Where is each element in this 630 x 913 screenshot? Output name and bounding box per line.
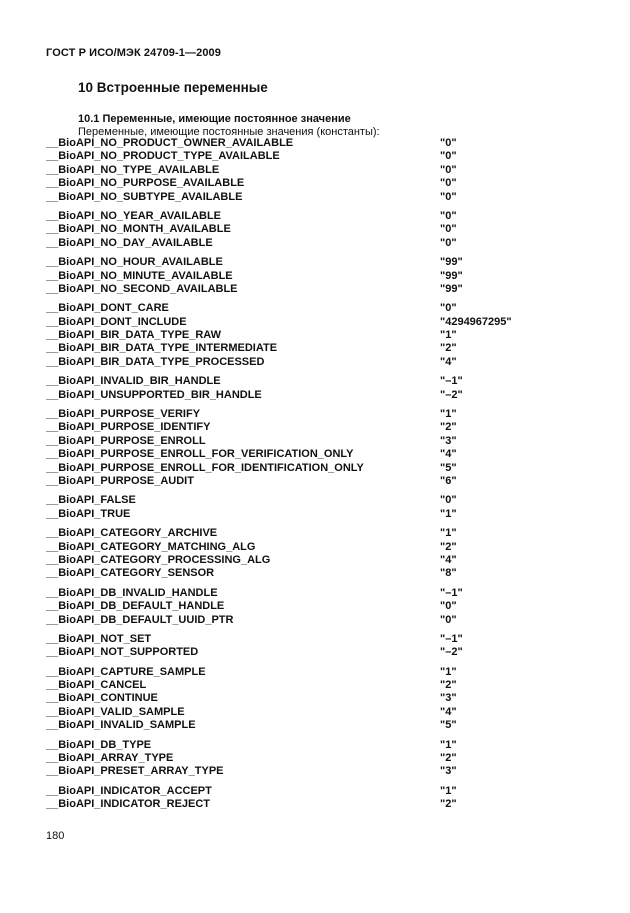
constant-value: "2"	[440, 342, 457, 355]
constant-group	[46, 666, 566, 733]
constant-row	[46, 137, 566, 150]
constant-name: __BioAPI_VALID_SAMPLE	[46, 705, 185, 718]
constant-group	[46, 210, 566, 250]
constant-row	[46, 494, 566, 507]
constant-name: __BioAPI_NO_PRODUCT_TYPE_AVAILABLE	[46, 150, 280, 163]
constant-row	[46, 375, 566, 388]
constant-row	[46, 237, 566, 250]
constant-name: __BioAPI_INVALID_BIR_HANDLE	[46, 375, 221, 388]
constant-row	[46, 554, 566, 567]
constant-row	[46, 150, 566, 163]
constant-name: __BioAPI_PURPOSE_ENROLL_FOR_IDENTIFICATION_ONLY	[46, 461, 364, 474]
constant-name: __BioAPI_NO_YEAR_AVAILABLE	[46, 209, 222, 222]
constant-row	[46, 475, 566, 488]
constant-value: "2"	[440, 798, 457, 811]
constant-row	[46, 421, 566, 434]
constant-name: __BioAPI_INDICATOR_ACCEPT	[46, 784, 212, 797]
constant-value: "2"	[440, 679, 457, 692]
constant-value: "1"	[440, 408, 457, 421]
constant-value: "99"	[440, 256, 463, 269]
constant-value: "1"	[440, 665, 457, 678]
constant-row	[46, 739, 566, 752]
constant-name: __BioAPI_DB_TYPE	[46, 738, 152, 751]
constant-name: __BioAPI_NO_SECOND_AVAILABLE	[46, 282, 238, 295]
constant-name: __BioAPI_DONT_INCLUDE	[46, 315, 187, 328]
constant-group	[46, 587, 566, 627]
constants-list	[46, 137, 566, 818]
constant-group	[46, 256, 566, 296]
page-number: 180	[46, 830, 65, 842]
constant-value: "1"	[440, 738, 457, 751]
constant-value: "0"	[440, 163, 457, 176]
constant-value: "3"	[440, 434, 457, 447]
constant-group	[46, 527, 566, 581]
constant-row	[46, 389, 566, 402]
constant-name: __BioAPI_NO_HOUR_AVAILABLE	[46, 256, 223, 269]
constant-group	[46, 137, 566, 204]
constant-name: __BioAPI_PRESET_ARRAY_TYPE	[46, 765, 224, 778]
constant-name: __BioAPI_CANCEL	[46, 679, 147, 692]
constant-value: "0"	[440, 236, 457, 249]
constant-row	[46, 666, 566, 679]
constant-value: "0"	[440, 302, 457, 315]
constant-row	[46, 164, 566, 177]
constant-value: "3"	[440, 765, 457, 778]
constant-row	[46, 567, 566, 580]
constant-name: __BioAPI_CATEGORY_MATCHING_ALG	[46, 540, 256, 553]
constant-name: __BioAPI_INDICATOR_REJECT	[46, 798, 211, 811]
constant-row	[46, 342, 566, 355]
constant-value: "6"	[440, 474, 457, 487]
constant-row	[46, 541, 566, 554]
constant-value: "0"	[440, 177, 457, 190]
constant-group	[46, 785, 566, 812]
constant-value: "1"	[440, 784, 457, 797]
constant-value: "0"	[440, 494, 457, 507]
constant-name: __BioAPI_PURPOSE_AUDIT	[46, 474, 194, 487]
constant-value: "1"	[440, 329, 457, 342]
constant-row	[46, 719, 566, 732]
constant-name: __BioAPI_NO_MINUTE_AVAILABLE	[46, 269, 233, 282]
constant-row	[46, 191, 566, 204]
constant-row	[46, 614, 566, 627]
constant-value: "2"	[440, 752, 457, 765]
constant-name: __BioAPI_NOT_SET	[46, 632, 152, 645]
constant-name: __BioAPI_INVALID_SAMPLE	[46, 719, 196, 732]
constant-row	[46, 329, 566, 342]
constant-row	[46, 527, 566, 540]
constant-name: __BioAPI_NOT_SUPPORTED	[46, 646, 199, 659]
constant-value: "0"	[440, 223, 457, 236]
constant-row	[46, 633, 566, 646]
constant-name: __BioAPI_FALSE	[46, 494, 136, 507]
section-title: 10 Встроенные переменные	[78, 80, 268, 95]
constant-row	[46, 448, 566, 461]
constant-name: __BioAPI_NO_DAY_AVAILABLE	[46, 236, 213, 249]
constant-value: "4294967295"	[440, 315, 512, 328]
constant-name: __BioAPI_NO_PURPOSE_AVAILABLE	[46, 177, 245, 190]
constant-value: "0"	[440, 209, 457, 222]
constant-name: __BioAPI_NO_SUBTYPE_AVAILABLE	[46, 190, 243, 203]
constant-group	[46, 633, 566, 660]
constant-name: __BioAPI_CATEGORY_PROCESSING_ALG	[46, 553, 271, 566]
constant-row	[46, 765, 566, 778]
subsection-title: 10.1 Переменные, имеющие постоянное значение	[78, 113, 351, 125]
constant-value: "5"	[440, 461, 457, 474]
constant-value: "0"	[440, 600, 457, 613]
constant-value: "–1"	[440, 632, 463, 645]
constant-value: "4"	[440, 705, 457, 718]
constant-value: "5"	[440, 719, 457, 732]
constant-name: __BioAPI_NO_MONTH_AVAILABLE	[46, 223, 231, 236]
constant-row	[46, 270, 566, 283]
constant-name: __BioAPI_BIR_DATA_TYPE_RAW	[46, 329, 222, 342]
constant-name: __BioAPI_TRUE	[46, 507, 131, 520]
constant-row	[46, 177, 566, 190]
constant-group	[46, 375, 566, 402]
constant-name: __BioAPI_CATEGORY_ARCHIVE	[46, 527, 218, 540]
constant-value: "0"	[440, 190, 457, 203]
constant-name: __BioAPI_ARRAY_TYPE	[46, 752, 174, 765]
constant-value: "4"	[440, 448, 457, 461]
constant-value: "–2"	[440, 388, 463, 401]
constant-row	[46, 692, 566, 705]
constant-name: __BioAPI_DB_INVALID_HANDLE	[46, 586, 218, 599]
constant-name: __BioAPI_PURPOSE_ENROLL	[46, 434, 206, 447]
constant-row	[46, 752, 566, 765]
constant-row	[46, 679, 566, 692]
constant-row	[46, 508, 566, 521]
constant-value: "0"	[440, 137, 457, 149]
constant-row	[46, 408, 566, 421]
constant-value: "–1"	[440, 375, 463, 388]
constant-value: "1"	[440, 507, 457, 520]
constant-value: "4"	[440, 355, 457, 368]
constant-value: "1"	[440, 527, 457, 540]
constant-row	[46, 587, 566, 600]
constant-row	[46, 356, 566, 369]
constant-row	[46, 600, 566, 613]
constant-row	[46, 798, 566, 811]
document-header: ГОСТ Р ИСО/МЭК 24709-1—2009	[46, 47, 221, 59]
constant-row	[46, 462, 566, 475]
constant-name: __BioAPI_NO_TYPE_AVAILABLE	[46, 163, 220, 176]
intro-text: Переменные, имеющие постоянные значения (константы):	[78, 126, 380, 138]
constant-name: __BioAPI_PURPOSE_VERIFY	[46, 408, 201, 421]
constant-value: "8"	[440, 567, 457, 580]
constant-value: "2"	[440, 540, 457, 553]
constant-value: "3"	[440, 692, 457, 705]
constant-row	[46, 706, 566, 719]
constant-name: __BioAPI_UNSUPPORTED_BIR_HANDLE	[46, 388, 262, 401]
constant-value: "0"	[440, 613, 457, 626]
constant-group	[46, 302, 566, 369]
constant-value: "0"	[440, 150, 457, 163]
constant-row	[46, 256, 566, 269]
constant-name: __BioAPI_DONT_CARE	[46, 302, 169, 315]
constant-group	[46, 739, 566, 779]
constant-name: __BioAPI_DB_DEFAULT_HANDLE	[46, 600, 225, 613]
constant-name: __BioAPI_CATEGORY_SENSOR	[46, 567, 215, 580]
constant-value: "–2"	[440, 646, 463, 659]
constant-row	[46, 302, 566, 315]
constant-group	[46, 408, 566, 488]
constant-name: __BioAPI_PURPOSE_IDENTIFY	[46, 421, 211, 434]
constant-name: __BioAPI_BIR_DATA_TYPE_INTERMEDIATE	[46, 342, 278, 355]
constant-row	[46, 785, 566, 798]
constant-group	[46, 494, 566, 521]
constant-row	[46, 223, 566, 236]
constant-name: __BioAPI_BIR_DATA_TYPE_PROCESSED	[46, 355, 265, 368]
constant-row	[46, 316, 566, 329]
constant-name: __BioAPI_CAPTURE_SAMPLE	[46, 665, 206, 678]
constant-value: "2"	[440, 421, 457, 434]
constant-value: "99"	[440, 269, 463, 282]
constant-row	[46, 210, 566, 223]
constant-value: "–1"	[440, 586, 463, 599]
constant-value: "99"	[440, 282, 463, 295]
constant-value: "4"	[440, 553, 457, 566]
constant-name: __BioAPI_DB_DEFAULT_UUID_PTR	[46, 613, 234, 626]
constant-name: __BioAPI_NO_PRODUCT_OWNER_AVAILABLE	[46, 137, 294, 149]
constant-row	[46, 646, 566, 659]
constant-row	[46, 283, 566, 296]
constant-row	[46, 435, 566, 448]
constant-name: __BioAPI_CONTINUE	[46, 692, 158, 705]
constant-name: __BioAPI_PURPOSE_ENROLL_FOR_VERIFICATION_ONLY	[46, 448, 354, 461]
